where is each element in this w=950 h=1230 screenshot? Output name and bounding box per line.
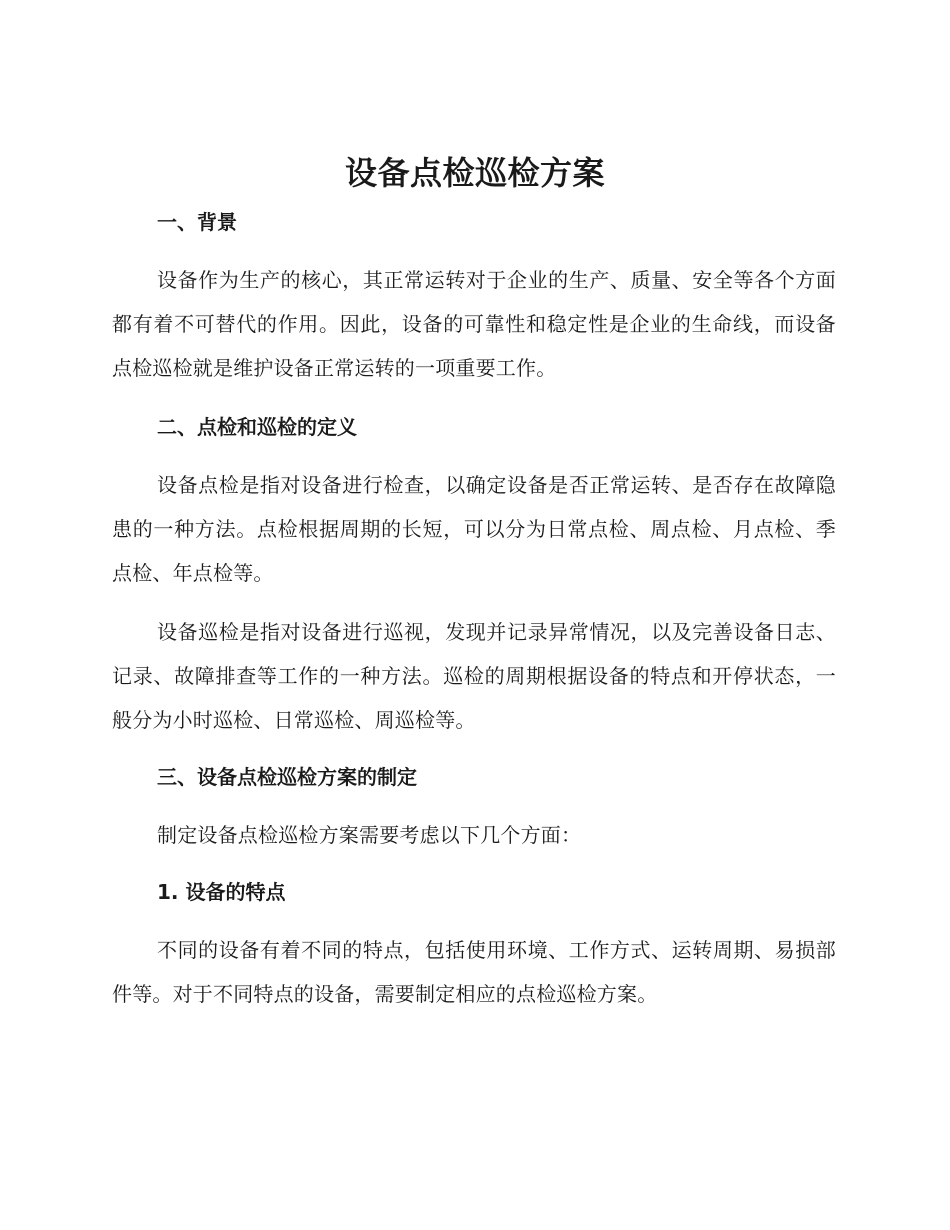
section-heading-formulation: 三、设备点检巡检方案的制定: [157, 765, 417, 789]
section-heading-definition: 二、点检和巡检的定义: [157, 415, 357, 439]
document-title: 设备点检巡检方案: [344, 154, 605, 192]
formulation-intro-paragraph: 制定设备点检巡检方案需要考虑以下几个方面：: [157, 823, 582, 847]
definition-paragraph-patrol: 设备巡检是指对设备进行巡视，发现并记录异常情况，以及完善设备日志、记录、故障排查等工作的一种方法。巡检的周期根据设备的特点和开停状态，一般分为小时巡检、日常巡检、周巡检等。: [112, 620, 836, 732]
background-paragraph: 设备作为生产的核心，其正常运转对于企业的生产、质量、安全等各个方面都有着不可替代的作用。因此，设备的可靠性和稳定性是企业的生命线，而设备点检巡检就是维护设备正常运转的一项重要工作。: [112, 268, 836, 380]
definition-paragraph-inspection: 设备点检是指对设备进行检查，以确定设备是否正常运转、是否存在故障隐患的一种方法。点检根据周期的长短，可以分为日常点检、周点检、月点检、季点检、年点检等。: [112, 473, 836, 585]
equipment-features-paragraph: 不同的设备有着不同的特点，包括使用环境、工作方式、运转周期、易损部件等。对于不同特点的设备，需要制定相应的点检巡检方案。: [112, 938, 836, 1006]
section-heading-background: 一、背景: [157, 210, 237, 234]
subsection-heading-equipment-features: 1. 设备的特点: [157, 880, 286, 904]
